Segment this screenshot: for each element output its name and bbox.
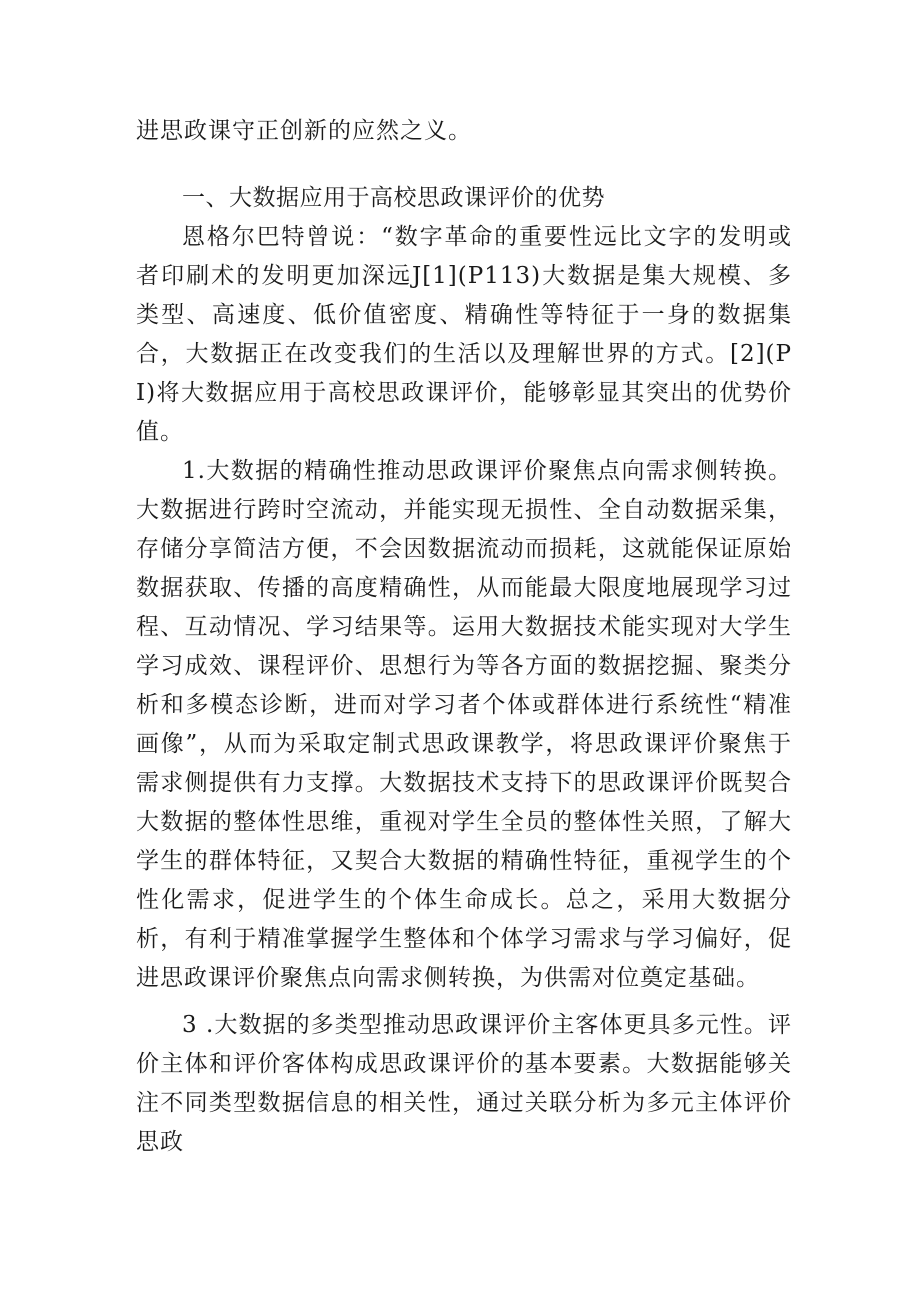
section-heading: 一、大数据应用于高校思政课评价的优势: [182, 185, 605, 211]
paragraph-intro: 恩格尔巴特曾说：“数字革命的重要性远比文字的发明或者印刷术的发明更加深远J[1](P113)大数据是集大规模、多类型、高速度、低价值密度、精确性等特征于一身的数据集合，大数据正在改变我们的生活以及理解世界的方式。[2](PI)将大数据应用于高校思政课评价，能够彰显其突出的优势价值。: [136, 224, 792, 445]
paragraph-point-1: 1.大数据的精确性推动思政课评价聚焦点向需求侧转换。大数据进行跨时空流动，并能实现无损性、全自动数据采集，存储分享简洁方便，不会因数据流动而损耗，这就能保证原始数据获取、传播的高度精确性，从而能最大限度地展现学习过程、互动情况、学习结果等。运用大数据技术能实现对大学生学习成效、课程评价、思想行为等各方面的数据挖掘、聚类分析和多模态诊断，进而对学习者个体或群体进行系统性“精准画像”，从而为采取定制式思政课教学，将思政课评价聚焦于需求侧提供有力支撑。大数据技术支持下的思政课评价既契合大数据的整体性思维，重视对学生全员的整体性关照，了解大学生的群体特征，又契合大数据的精确性特征，重视学生的个性化需求，促进学生的个体生命成长。总之，采用大数据分析，有利于精准掌握学生整体和个体学习需求与学习偏好，促进思政课评价聚焦点向需求侧转换，为供需对位奠定基础。: [136, 458, 792, 991]
paragraph-continuation: 进思政课守正创新的应然之义。: [136, 118, 472, 144]
paragraph-point-3: 3 .大数据的多类型推动思政课评价主客体更具多元性。评价主体和评价客体构成思政课评价的基本要素。大数据能够关注不同类型数据信息的相关性，通过关联分析为多元主体评价思政: [136, 1012, 792, 1155]
